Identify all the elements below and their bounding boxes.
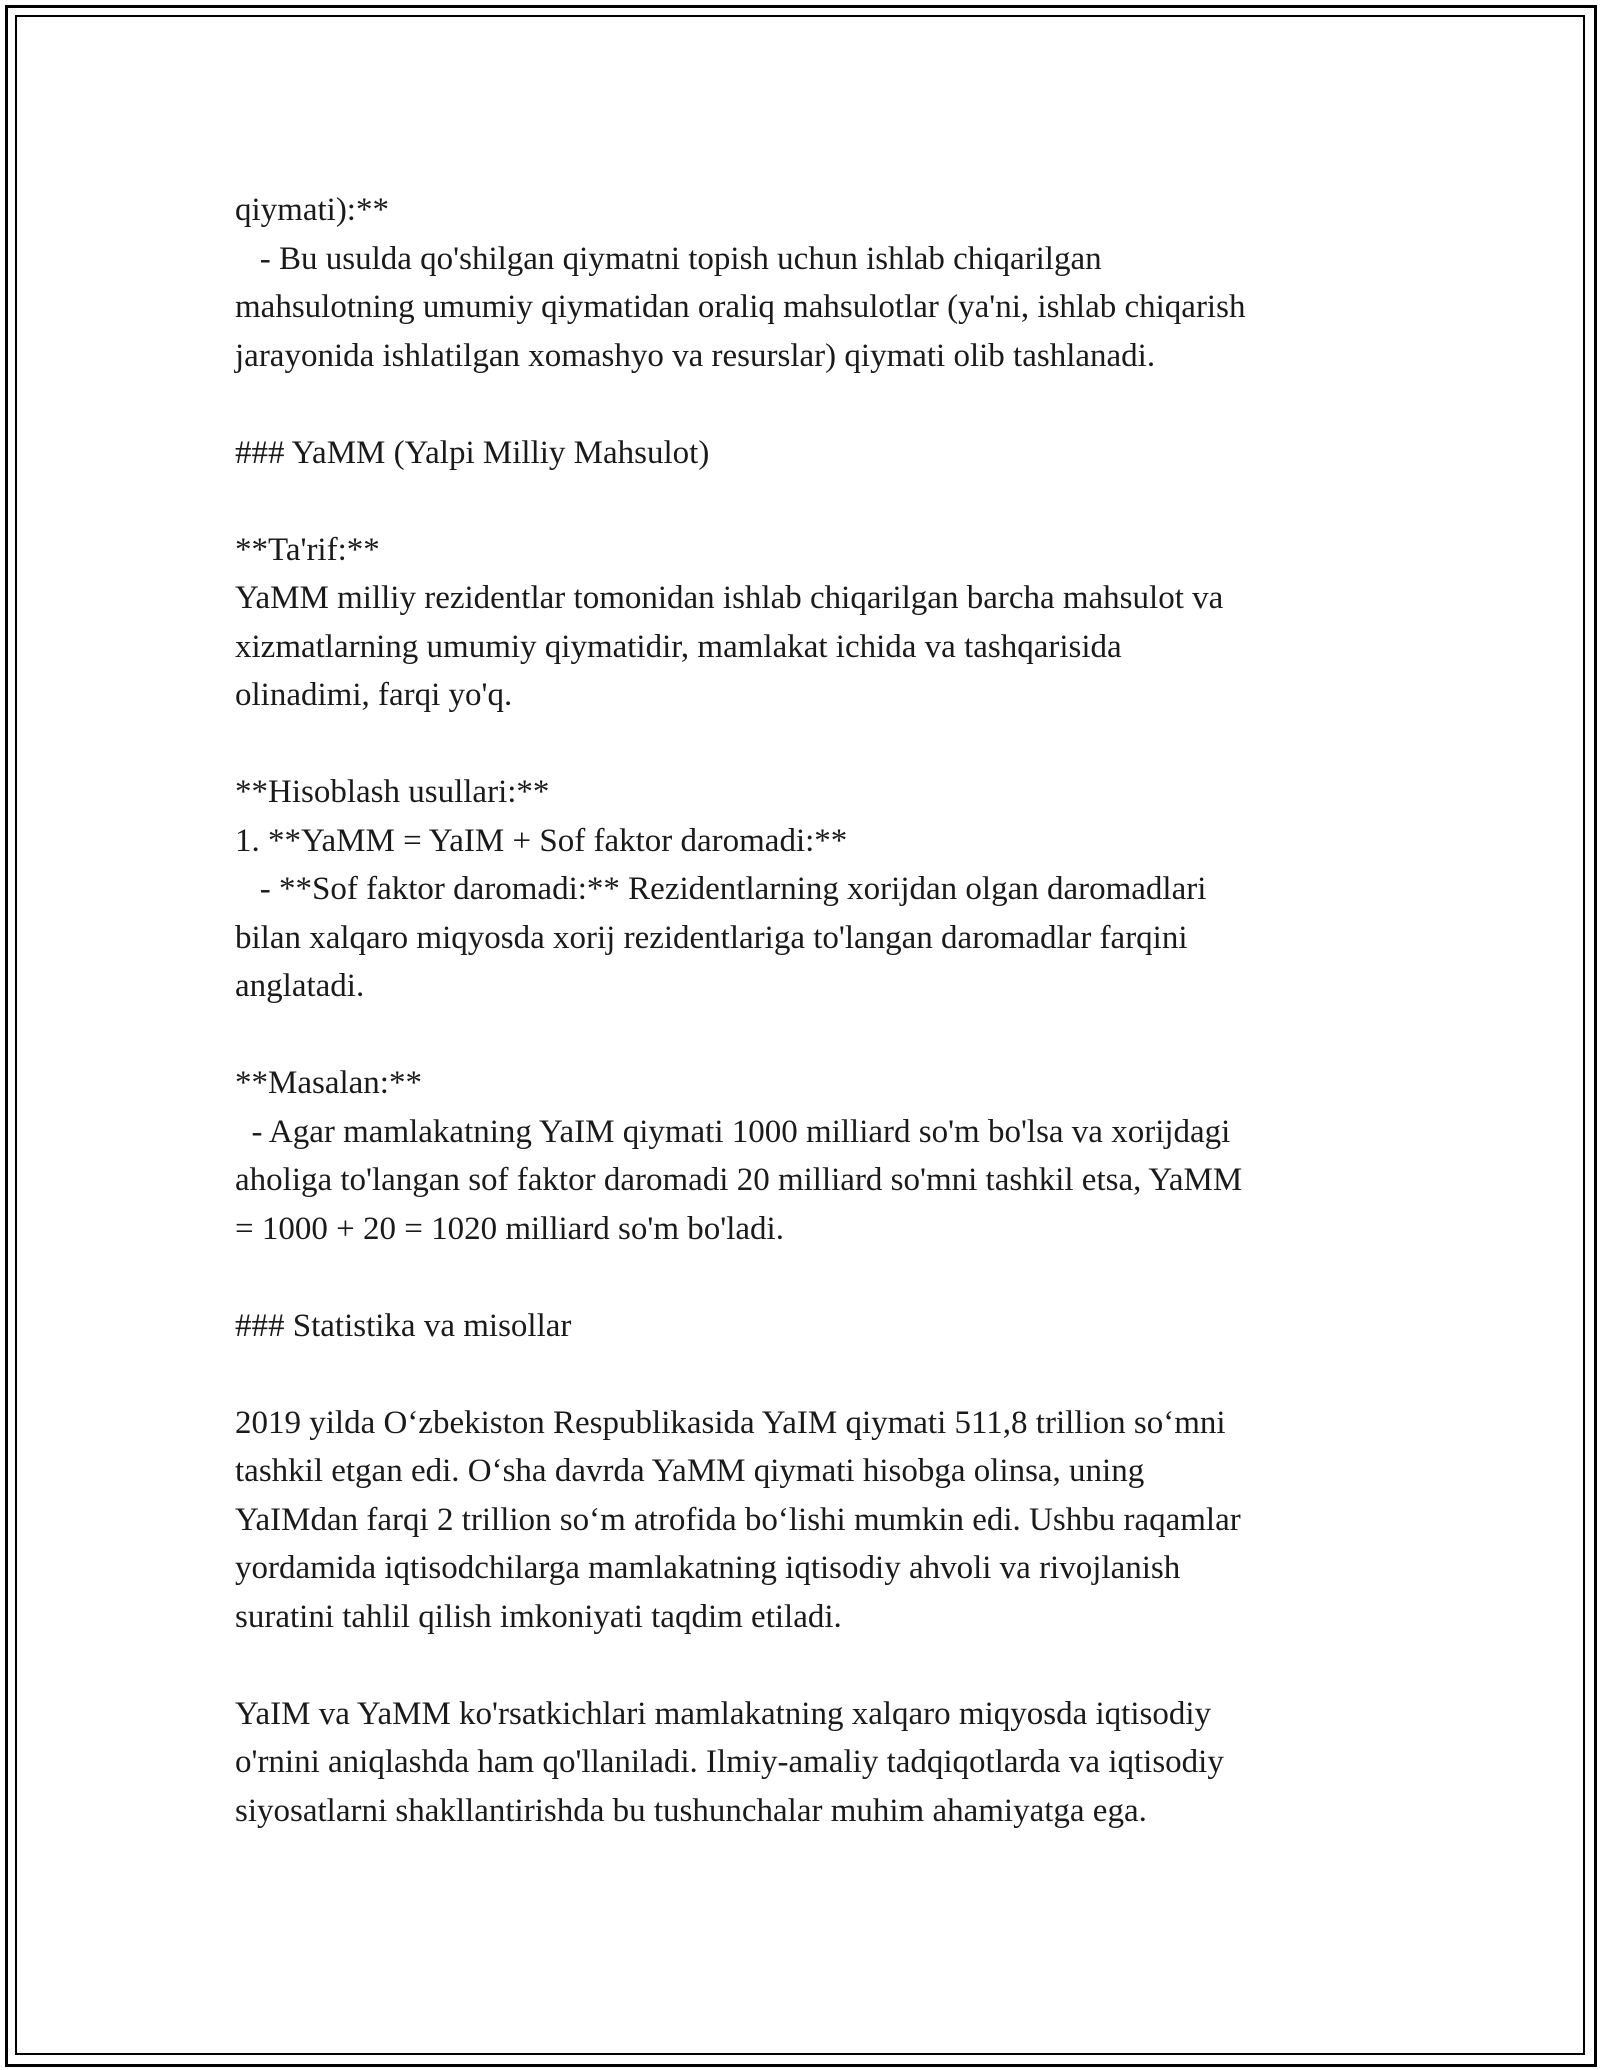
text-line: YaIMdan farqi 2 trillion so‘m atrofida bo‘lishi mumkin edi. Ushbu raqamlar bbox=[235, 1501, 1241, 1538]
text-line: yordamida iqtisodchilarga mamlakatning iqtisodiy ahvoli va rivojlanish bbox=[235, 1550, 1181, 1586]
text-line: YaMM milliy rezidentlar tomonidan ishlab chiqarilgan barcha mahsulot va bbox=[235, 580, 1224, 616]
text-line: **Ta'rif:** bbox=[235, 531, 380, 568]
text-line: qiymati):** bbox=[235, 192, 389, 228]
text-line: 2019 yilda O‘zbekiston Respublikasida YaIM qiymati 511,8 trillion so‘mni bbox=[235, 1404, 1226, 1441]
text-line: ### Statistika va misollar bbox=[235, 1307, 572, 1344]
text-line: xizmatlarning umumiy qiymatidir, mamlakat ichida va tashqarisida bbox=[235, 628, 1122, 665]
text-line: YaIM va YaMM ko'rsatkichlari mamlakatning xalqaro miqyosda iqtisodiy bbox=[235, 1695, 1211, 1732]
blank-line bbox=[235, 1350, 1375, 1399]
text-line: tashkil etgan edi. O‘sha davrda YaMM qiymati hisobga olinsa, uning bbox=[235, 1453, 1145, 1489]
blank-line bbox=[235, 477, 1375, 526]
text-line: aholiga to'langan sof faktor daromadi 20 milliard so'mni tashkil etsa, YaMM bbox=[235, 1162, 1243, 1198]
blank-line bbox=[235, 380, 1375, 429]
document-body bbox=[235, 186, 1375, 1835]
text-line: anglatadi. bbox=[235, 968, 365, 1004]
text-line: jarayonida ishlatilgan xomashyo va resurslar) qiymati olib tashlanadi. bbox=[235, 337, 1156, 374]
text-line: siyosatlarni shakllantirishda bu tushunchalar muhim ahamiyatga ega. bbox=[235, 1792, 1147, 1829]
text-line: olinadimi, farqi yo'q. bbox=[235, 677, 513, 713]
text-line: o'rnini aniqlashda ham qo'llaniladi. Ilmiy-amaliy tadqiqotlarda va iqtisodiy bbox=[235, 1744, 1224, 1780]
text-line: = 1000 + 20 = 1020 milliard so'm bo'ladi. bbox=[235, 1210, 784, 1247]
text-line: - Bu usulda qo'shilgan qiymatni topish uchun ishlab chiqarilgan bbox=[235, 240, 1102, 277]
text-line: 1. **YaMM = YaIM + Sof faktor daromadi:** bbox=[235, 822, 848, 859]
blank-line bbox=[235, 1011, 1375, 1060]
text-line: - **Sof faktor daromadi:** Rezidentlarning xorijdan olgan daromadlari bbox=[235, 871, 1207, 907]
blank-line bbox=[235, 720, 1375, 769]
text-line: mahsulotning umumiy qiymatidan oraliq mahsulotlar (ya'ni, ishlab chiqarish bbox=[235, 289, 1246, 325]
text-line: bilan xalqaro miqyosda xorij rezidentlariga to'langan daromadlar farqini bbox=[235, 919, 1188, 956]
text-line: suratini tahlil qilish imkoniyati taqdim etiladi. bbox=[235, 1598, 842, 1635]
text-line: - Agar mamlakatning YaIM qiymati 1000 milliard so'm bo'lsa va xorijdagi bbox=[235, 1113, 1231, 1150]
blank-line bbox=[235, 1641, 1375, 1690]
text-line: ### YaMM (Yalpi Milliy Mahsulot) bbox=[235, 434, 710, 471]
text-line: **Hisoblash usullari:** bbox=[235, 774, 550, 810]
blank-line bbox=[235, 1253, 1375, 1302]
text-line: **Masalan:** bbox=[235, 1065, 422, 1101]
